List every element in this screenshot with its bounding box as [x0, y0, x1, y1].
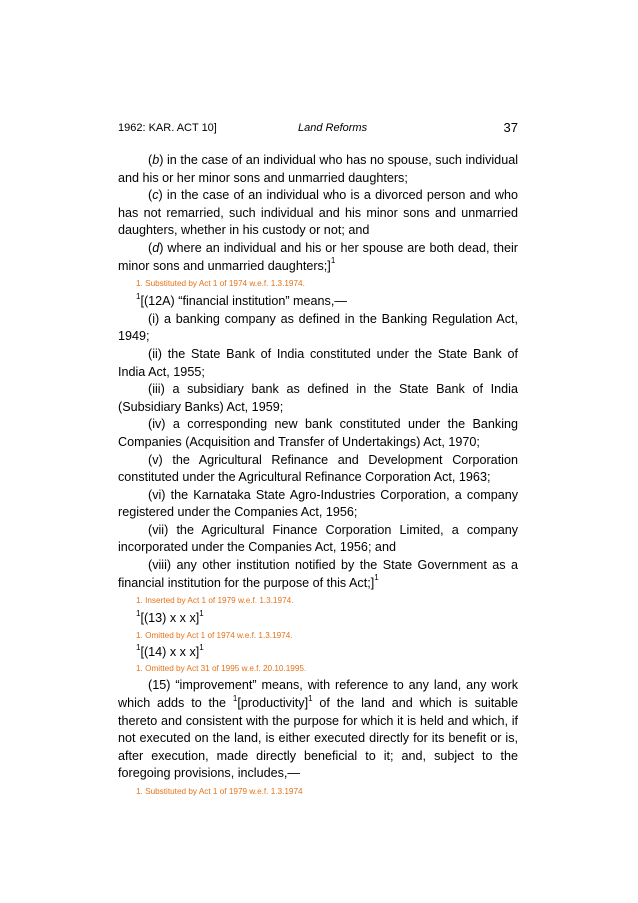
list-item: (iv) a corresponding new bank constituted under the Banking Companies (Acquisition and Transfer of Undertakings) Act, 1970; — [118, 417, 518, 449]
list-item: (ii) the State Bank of India constituted under the State Bank of India Act, 1955; — [118, 346, 518, 379]
footnote: 1. Omitted by Act 31 of 1995 w.e.f. 20.10.1995. — [136, 664, 307, 674]
list-item: (viii) any other institution notified by the State Government as a financial institution for the purpose of this Act;]$^1$ — [118, 558, 518, 590]
definition-13: $^1$[(13) x x x]$^1$ — [136, 609, 204, 626]
clause-d: (d) where an individual and his or her spouse are both dead, their minor sons and unmarried daughters;]$^1$ — [118, 240, 518, 273]
footnote: 1. Inserted by Act 1 of 1979 w.e.f. 1.3.1974. — [136, 596, 294, 606]
clause-c: (c) in the case of an individual who is a divorced person and who has not remarried, such individual and his minor sons and unmarried daughters, whether in his custody or not; and — [118, 188, 518, 238]
footnote: 1. Substituted by Act 1 of 1979 w.e.f. 1.3.1974 — [136, 787, 303, 796]
act-reference: 1962: KAR. ACT 10] — [118, 122, 217, 134]
clause-b: (b) in the case of an individual who has no spouse, such individual and his or her minor sons and unmarried daughters; — [118, 153, 518, 185]
definition-12a: $^1$[(12A) “financial institution” means,— — [136, 291, 347, 309]
definition-14: $^1$[(14) x x x]$^1$ — [136, 642, 204, 659]
document-page — [118, 120, 518, 801]
list-item: (vi) the Karnataka State Agro-Industries Corporation, a company registered under the Companies Act, 1956; — [118, 487, 518, 520]
page-header — [118, 120, 518, 138]
footnote: 1. Substituted by Act 1 of 1974 w.e.f. 1.3.1974. — [136, 279, 305, 289]
list-item: (iii) a subsidiary bank as defined in the State Bank of India (Subsidiary Banks) Act, 1959; — [118, 382, 518, 414]
footnote: 1. Omitted by Act 1 of 1974 w.e.f. 1.3.1974. — [136, 630, 293, 640]
page-number: 37 — [503, 120, 518, 135]
list-item: (vii) the Agricultural Finance Corporation Limited, a company incorporated under the Companies Act, 1956; and — [118, 522, 518, 555]
running-title: Land Reforms — [298, 122, 368, 134]
list-item: (v) the Agricultural Refinance and Development Corporation constituted under the Agricultural Refinance Corporation Act, 1963; — [118, 452, 518, 485]
definition-15: (15) “improvement” means, with reference to any land, any work which adds to the $^1$[productivity]$^1$ of the land and which is suitable thereto and consistent with the purpose for which it is held and which, if not executed on the land, is either executed directly for its benefit or is, after execution, made directly beneficial to it; and, subject to the foregoing provisions, includes,— — [118, 678, 519, 781]
list-item: (i) a banking company as defined in the Banking Regulation Act, 1949; — [118, 311, 518, 344]
